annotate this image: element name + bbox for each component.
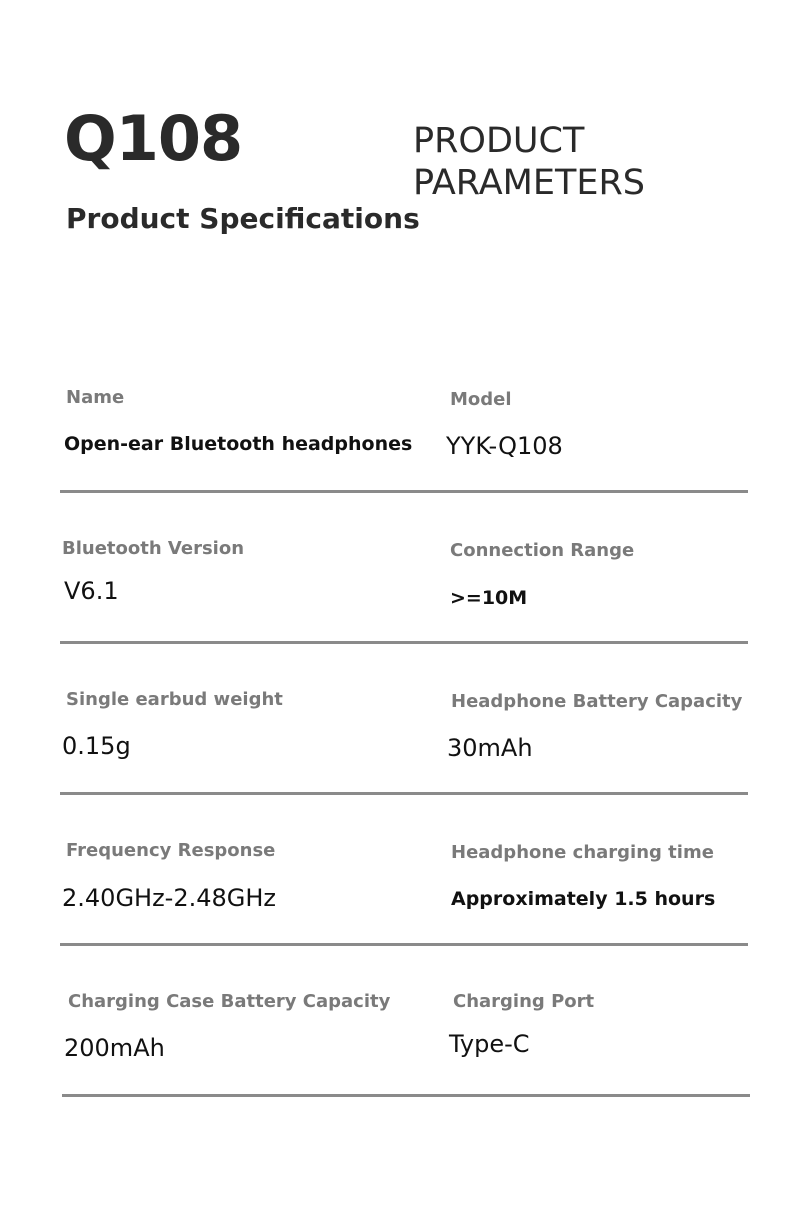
spec-label: Headphone charging time: [451, 842, 714, 863]
spec-value: 30mAh: [447, 734, 533, 762]
spec-label: Model: [450, 389, 512, 410]
spec-row-weight-battery: [60, 641, 748, 795]
spec-row-bluetooth-range: [60, 490, 748, 644]
spec-label: Connection Range: [450, 540, 635, 561]
spec-label: Single earbud weight: [66, 689, 283, 710]
spec-value: Type-C: [449, 1030, 530, 1058]
spec-label: Frequency Response: [66, 840, 276, 861]
spec-label: Charging Port: [453, 991, 595, 1012]
spec-label: Charging Case Battery Capacity: [68, 991, 391, 1012]
spec-value: >=10M: [450, 587, 528, 609]
spec-label: Name: [66, 387, 125, 408]
model-code: Q108: [64, 102, 243, 175]
section-heading-line-2: PARAMETERS: [413, 163, 645, 203]
spec-value: 2.40GHz-2.48GHz: [62, 884, 277, 912]
spec-value: 0.15g: [62, 732, 131, 760]
section-heading: [413, 120, 733, 204]
spec-row-case-battery-port: [62, 943, 750, 1097]
spec-row-name-model: [60, 339, 748, 493]
spec-row-frequency-charging-time: [60, 792, 748, 946]
spec-value: V6.1: [64, 577, 119, 605]
spec-label: Headphone Battery Capacity: [451, 691, 743, 712]
spec-value: Approximately 1.5 hours: [451, 888, 716, 910]
section-heading-line-1: PRODUCT: [413, 121, 585, 161]
page-subtitle: Product Specifications: [66, 202, 420, 235]
spec-label: Bluetooth Version: [62, 538, 245, 559]
spec-value: YYK-Q108: [446, 432, 563, 460]
spec-value: Open-ear Bluetooth headphones: [64, 433, 413, 455]
spec-value: 200mAh: [64, 1034, 165, 1062]
